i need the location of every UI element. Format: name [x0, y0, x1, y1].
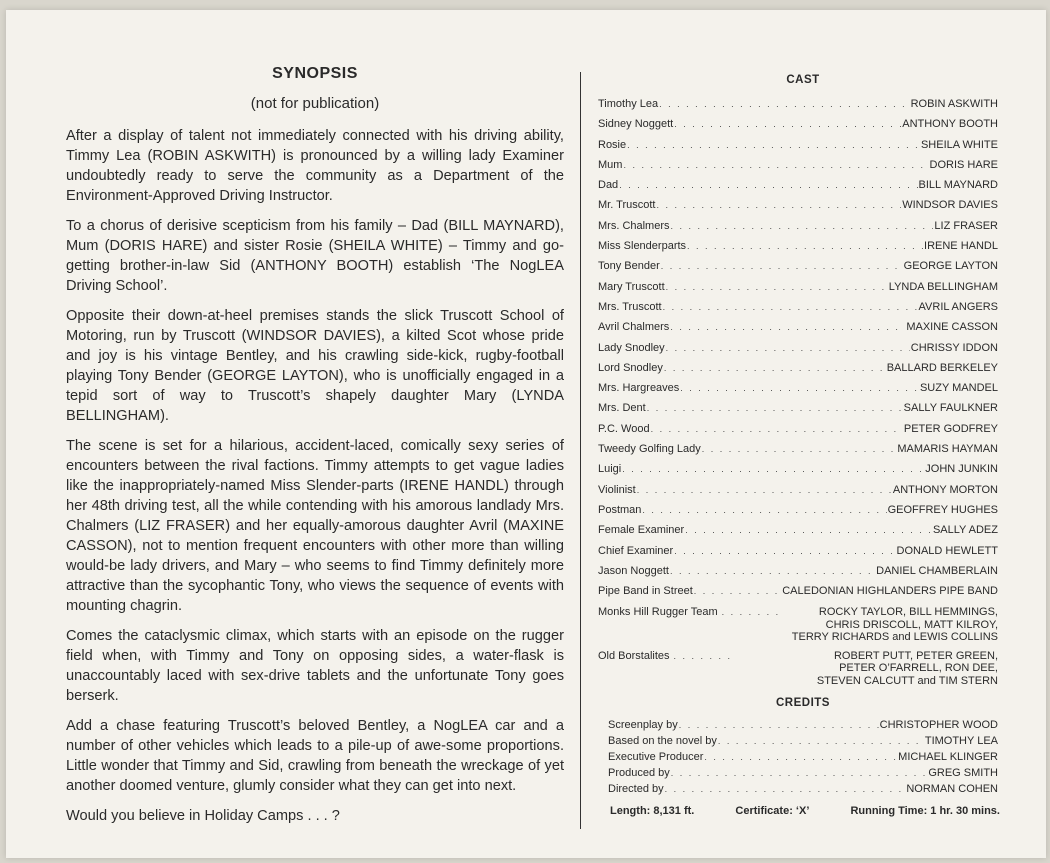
synopsis-paragraph: To a chorus of derisive scepticism from his family – Dad (BILL MAYNARD), Mum (DORIS HARE) and sister Rosie (SHEILA WHITE) – Timmy and go-getting brother-in-law Sid (ANTHONY BOOTH) establish ‘The NogLEA Driving School’.: [66, 218, 564, 294]
cast-actor: DONALD HEWLETT: [896, 544, 998, 557]
cast-row: [598, 398, 998, 418]
cast-actor-line: CHRIS DRISCOLL, MATT KILROY,: [825, 618, 998, 631]
cast-row: [598, 236, 998, 256]
credit-role: Directed by: [608, 783, 664, 796]
credit-row: [608, 781, 998, 797]
leader-dots: [647, 398, 903, 418]
cast-role: Violinist: [598, 483, 636, 496]
cast-row: [598, 439, 998, 459]
cast-actor: CHRISSY IDDON: [910, 341, 998, 354]
cast-role: Pipe Band in Street: [598, 585, 693, 598]
credit-role: Produced by: [608, 767, 670, 780]
cast-row: [598, 195, 998, 215]
leader-dots: [651, 419, 903, 439]
cast-row: [598, 114, 998, 134]
cast-actor: ANTHONY MORTON: [892, 483, 998, 496]
cast-row: [598, 216, 998, 236]
cast-row: [598, 419, 998, 439]
credit-name: GREG SMITH: [928, 767, 998, 780]
leader-dots: [619, 175, 917, 195]
cast-row: [598, 561, 998, 581]
leader-dots: [659, 94, 909, 114]
cast-role: Timothy Lea: [598, 98, 659, 110]
cast-actor-line: ROCKY TAYLOR, BILL HEMMINGS,: [818, 606, 998, 619]
synopsis-paragraph: After a display of talent not immediately connected with his driving ability, Timmy Lea (ROBIN ASKWITH) is pronounced by a willing lady Examiner undoubtedly ready to serve the community as a Department of the Environment-Approved Driving Instructor.: [66, 128, 564, 204]
cast-role: Sidney Noggett: [598, 118, 674, 131]
cast-actor: SALLY FAULKNER: [903, 402, 998, 415]
cast-row: [598, 459, 998, 479]
synopsis-paragraph: The scene is set for a hilarious, accident-laced, comically sexy series of encounters between the rival factions. Timmy attempts to get vague ladies like the inappropriately-named Miss Slender-parts (IRENE HANDL) through her 48th driving test, all the while contending with his amorous landlady Mrs. Chalmers (LIZ FRASER) and her equally-amorous daughter Avril (MAXINE CASSON), not to mention frequent encounters with other more than willing would-be lady drivers, and Mary – who seems to find Timmy definitely more attractive than the sycophantic Tony, who views the sequence of events with mounting chagrin.: [66, 438, 564, 614]
cast-actor: MAXINE CASSON: [906, 321, 998, 334]
leader-dots: [666, 277, 888, 297]
credit-role: Screenplay by: [608, 719, 678, 732]
leader-dots: [623, 155, 928, 175]
cast-row: [598, 155, 998, 175]
cast-group-list: [598, 606, 998, 687]
cast-actor: SHEILA WHITE: [920, 138, 998, 151]
cast-actor: LYNDA BELLINGHAM: [888, 280, 998, 293]
film-certificate: Certificate: ‘X’: [735, 805, 810, 817]
cast-list: [598, 94, 998, 601]
cast-actor: IRENE HANDL: [924, 240, 998, 253]
leader-dots: [674, 650, 734, 663]
leader-dots: [718, 733, 924, 749]
synopsis-title: SYNOPSIS: [272, 65, 358, 82]
cast-column: [598, 74, 998, 797]
leader-dots: [704, 749, 897, 765]
cast-role: Old Borstalites: [598, 649, 670, 662]
leader-dots: [664, 358, 886, 378]
cast-role: Mum: [598, 158, 623, 171]
leader-dots: [674, 541, 895, 561]
cast-role: Mrs. Chalmers: [598, 219, 670, 232]
cast-role: Mrs. Dent: [598, 402, 646, 415]
cast-role: Luigi: [598, 463, 622, 476]
leader-dots: [663, 297, 918, 317]
cast-role: Lady Snodley: [598, 341, 665, 354]
leader-dots: [622, 459, 924, 479]
synopsis-paragraph: Add a chase featuring Truscott’s beloved Bentley, a NogLEA car and a number of other vehicles which leads to a pile-up of awe-some proportions. Little wonder that Timmy and Sid, crawling from beneath the wreckage of yet another doomed venture, glumly consider what they can get into next.: [66, 718, 564, 794]
cast-group-row: [598, 606, 998, 644]
leader-dots: [687, 236, 923, 256]
cast-group-row: [598, 650, 998, 688]
cast-title: CAST: [786, 74, 820, 86]
leader-dots: [722, 606, 782, 619]
cast-actor: LIZ FRASER: [934, 219, 998, 232]
credits-title: CREDITS: [776, 697, 830, 710]
leader-dots: [680, 378, 919, 398]
cast-row: [598, 581, 998, 601]
synopsis-subtitle: (not for publication): [250, 95, 380, 112]
cast-role: Rosie: [598, 138, 627, 151]
cast-actor: SALLY ADEZ: [932, 524, 998, 537]
leader-dots: [671, 765, 928, 781]
cast-role: Tony Bender: [598, 260, 660, 273]
credit-name: NORMAN COHEN: [906, 783, 998, 796]
document-sheet: [6, 10, 1046, 858]
leader-dots: [666, 338, 910, 358]
cast-role: Mrs. Hargreaves: [598, 382, 680, 395]
synopsis-column: [66, 65, 564, 836]
cast-row: [598, 500, 998, 520]
cast-group-actors: [786, 606, 998, 644]
cast-actor: SUZY MANDEL: [919, 382, 998, 395]
cast-actor: BILL MAYNARD: [918, 179, 998, 192]
leader-dots: [702, 439, 897, 459]
cast-actor: GEOFFREY HUGHES: [887, 503, 998, 516]
cast-actor-line: STEVEN CALCUTT and TIM STERN: [816, 674, 998, 687]
credit-name: MICHAEL KLINGER: [898, 751, 998, 764]
cast-role: Tweedy Golfing Lady: [598, 443, 701, 456]
cast-actor-line: PETER O’FARRELL, RON DEE,: [839, 662, 998, 675]
leader-dots: [627, 135, 920, 155]
cast-role: Mr. Truscott: [598, 199, 656, 212]
cast-role: Miss Slenderparts: [598, 240, 687, 253]
cast-role: P.C. Wood: [598, 422, 650, 435]
cast-row: [598, 317, 998, 337]
leader-dots: [642, 500, 886, 520]
leader-dots: [685, 520, 932, 540]
credit-row: [608, 733, 998, 749]
credit-row: [608, 749, 998, 765]
cast-actor: DORIS HARE: [929, 158, 998, 171]
cast-row: [598, 520, 998, 540]
cast-role: Avril Chalmers: [598, 321, 670, 334]
cast-role: Dad: [598, 179, 619, 192]
synopsis-paragraph: Comes the cataclysmic climax, which starts with an episode on the rugger field when, with Timmy and Tony on opposing sides, a water-flask is unaccountably laced with sex-drive tablets and the unfortunate Tony goes berserk.: [66, 628, 564, 704]
film-details-footer: [610, 805, 1000, 817]
cast-role: Monks Hill Rugger Team: [598, 606, 718, 619]
credit-name: TIMOTHY LEA: [924, 735, 998, 748]
synopsis-paragraph: Opposite their down-at-heel premises stands the slick Truscott School of Motoring, run by Truscott (WINDSOR DAVIES), a kilted Scot whose pride and joy is his vintage Bentley, and his crawling side-kick, rugby-football playing Tony Bender (GEORGE LAYTON), who is unofficially engaged in a tepid sort of way to Truscott’s shapely daughter Mary (LYNDA BELLINGHAM).: [66, 308, 564, 424]
credit-row: [608, 765, 998, 781]
leader-dots: [670, 317, 905, 337]
cast-row: [598, 175, 998, 195]
cast-row: [598, 256, 998, 276]
leader-dots: [637, 480, 892, 500]
cast-actor: ROBIN ASKWITH: [910, 98, 998, 110]
leader-dots: [674, 114, 901, 134]
film-length: Length: 8,131 ft.: [610, 805, 695, 817]
leader-dots: [656, 195, 901, 215]
leader-dots: [671, 216, 934, 236]
cast-actor: CALEDONIAN HIGHLANDERS PIPE BAND: [782, 585, 998, 598]
cast-row: [598, 358, 998, 378]
cast-row: [598, 297, 998, 317]
cast-row: [598, 480, 998, 500]
synopsis-paragraph: Would you believe in Holiday Camps . . . ?: [66, 808, 340, 824]
cast-row: [598, 338, 998, 358]
leader-dots: [694, 581, 781, 601]
cast-group-actors: [738, 650, 998, 688]
cast-actor: WINDSOR DAVIES: [902, 199, 998, 212]
cast-actor: BALLARD BERKELEY: [886, 361, 998, 374]
cast-role: Mary Truscott: [598, 280, 665, 293]
credit-role: Executive Producer: [608, 751, 704, 764]
credit-role: Based on the novel by: [608, 735, 717, 748]
cast-role: Female Examiner: [598, 524, 685, 537]
cast-role: Lord Snodley: [598, 361, 663, 374]
cast-row: [598, 541, 998, 561]
cast-actor: DANIEL CHAMBERLAIN: [876, 564, 998, 577]
cast-role: Chief Examiner: [598, 544, 674, 557]
film-running-time: Running Time: 1 hr. 30 mins.: [850, 805, 1000, 817]
leader-dots: [679, 717, 879, 733]
cast-actor-line: ROBERT PUTT, PETER GREEN,: [833, 649, 998, 662]
credits-list: [598, 717, 998, 797]
leader-dots: [665, 781, 906, 797]
leader-dots: [670, 561, 875, 581]
credit-name: CHRISTOPHER WOOD: [879, 719, 998, 732]
cast-row: [598, 94, 998, 114]
cast-actor: AVRIL ANGERS: [918, 300, 998, 313]
cast-role: Postman: [598, 503, 642, 516]
column-divider: [580, 72, 581, 829]
leader-dots: [661, 256, 903, 276]
cast-actor: JOHN JUNKIN: [925, 463, 998, 476]
cast-actor: GEORGE LAYTON: [903, 260, 998, 273]
cast-row: [598, 135, 998, 155]
cast-actor: ANTHONY BOOTH: [902, 118, 998, 131]
cast-role: Jason Noggett: [598, 564, 669, 577]
cast-row: [598, 378, 998, 398]
cast-actor: PETER GODFREY: [903, 422, 998, 435]
cast-actor: MAMARIS HAYMAN: [897, 443, 998, 456]
credit-row: [608, 717, 998, 733]
cast-row: [598, 277, 998, 297]
cast-actor-line: TERRY RICHARDS and LEWIS COLLINS: [791, 631, 998, 644]
cast-role: Mrs. Truscott: [598, 300, 662, 313]
